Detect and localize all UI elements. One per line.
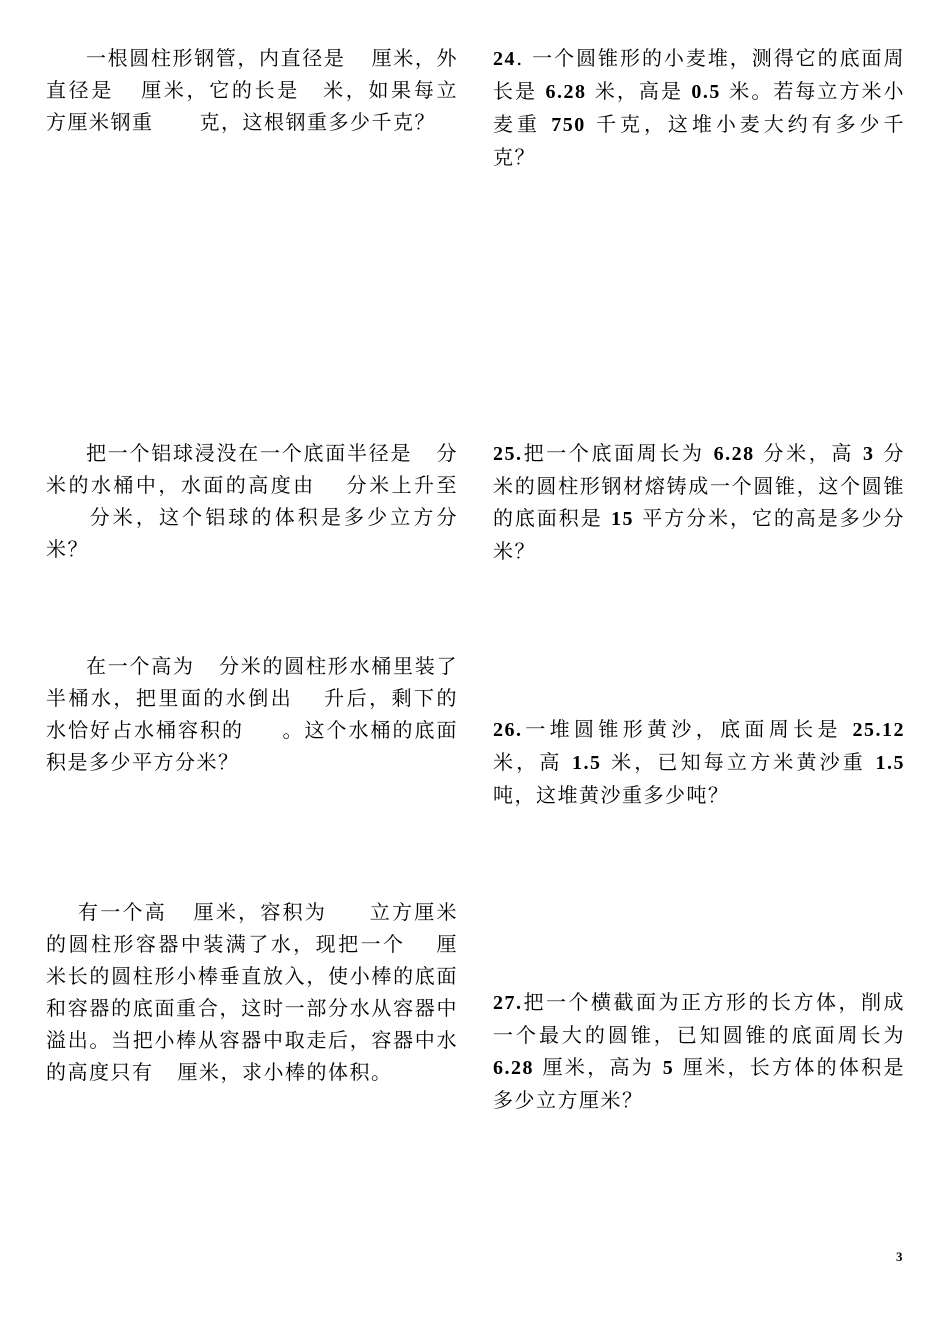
problem-text-part: 把一个横截面为正方形的长方体，削成一个最大的圆锥，已知圆锥的底面周长为	[493, 990, 905, 1047]
problem-aluminum-ball	[46, 437, 458, 565]
problem-value: 6.28	[713, 443, 755, 465]
problem-text-part: 分米，高	[754, 441, 864, 465]
problem-text: 有一个高	[78, 900, 167, 924]
problem-value: 5	[662, 1057, 675, 1079]
problem-text: 分米，这个铝球的体积是多少立方分米？	[46, 505, 458, 561]
problem-value: 1.5	[875, 752, 905, 774]
problem-text	[493, 990, 905, 1112]
problem-value: 25.12	[852, 719, 905, 741]
problem-text-part: 米，高是	[586, 79, 692, 103]
problem-text: 厘米长的圆柱形小棒垂直放入，使小棒的底面和容器的底面重合，这时一部分水从容器中溢出。当把小棒从容器中取走后，容器中水的高度只有	[46, 932, 459, 1084]
problem-water-bucket	[46, 650, 458, 778]
problem-text: 分米的圆柱形水桶里装了半桶水，把里面的水倒出	[46, 654, 458, 710]
problem-text: 立方厘米的圆柱形容器中装满了水，现把一个	[46, 900, 459, 956]
problem-text: 厘米，求小棒的体积。	[177, 1060, 393, 1084]
problem-value: 0.5	[691, 81, 721, 103]
problem-26-sand-pile	[493, 713, 905, 811]
page-number: 3	[896, 1249, 903, 1264]
problem-text: 把一个铝球浸没在一个底面半径是	[86, 441, 413, 465]
problem-value: 6.28	[545, 81, 587, 103]
problem-text	[493, 441, 905, 563]
problem-value: 3	[863, 443, 875, 465]
problem-text-part: . 一个圆锥形的小麦堆，测得它的底面周长是	[493, 46, 905, 103]
problem-text: 在一个高为	[86, 654, 195, 678]
problem-text: 厘米，外直径是	[46, 46, 458, 102]
problem-text-part: 把一个底面周长为	[522, 441, 714, 465]
problem-number: 24	[493, 48, 516, 70]
problem-text-part: 米。若每立方米小麦重	[493, 79, 906, 136]
problem-text	[493, 717, 905, 807]
problem-text-part: 一堆圆锥形黄沙，底面周长是	[522, 717, 853, 741]
problem-text-part: 平方分米，它的高是多少分米？	[493, 506, 905, 563]
problem-text: 厘米，容积为	[192, 900, 328, 924]
problem-text: 克，这根钢重多少千克？	[199, 110, 436, 134]
problem-text: 分米上升至	[345, 473, 459, 497]
problem-steel-pipe	[46, 42, 458, 138]
problem-text-part: 厘米，长方体的体积是多少立方厘米？	[493, 1055, 906, 1112]
problem-text: 分米的水桶中，水面的高度由	[46, 441, 458, 497]
problem-number: 27.	[493, 992, 523, 1014]
problem-cylinder-container	[46, 896, 458, 1088]
problem-value: 750	[551, 114, 586, 136]
problem-text-part: 米，高	[493, 750, 573, 774]
problem-text: 升后，剩下的水恰好占水桶容积的	[46, 686, 459, 742]
problem-text: 一根圆柱形钢管，内直径是	[86, 46, 346, 70]
problem-text-part: 厘米，高为	[534, 1055, 663, 1079]
problem-text-part: 千克，这堆小麦大约有多少千克？	[493, 112, 906, 169]
problem-number: 25.	[493, 443, 523, 465]
problem-value: 15	[610, 508, 634, 530]
problem-number: 26.	[493, 719, 523, 741]
problem-text: 厘米，它的长是	[140, 78, 300, 102]
problem-text-part: 分米的圆柱形钢材熔铸成一个圆锥，这个圆锥的底面积是	[493, 441, 906, 530]
problem-text	[493, 46, 905, 169]
problem-text: 。这个水桶的底面积是多少平方分米？	[46, 718, 458, 774]
problem-24-wheat-pile	[493, 42, 905, 173]
problem-27-cuboid-cone	[493, 986, 905, 1116]
problem-text-part: 米，已知每立方米黄沙重	[601, 750, 876, 774]
problem-25-steel-cone	[493, 437, 905, 567]
problem-text-part: 吨，这堆黄沙重多少吨？	[493, 783, 730, 807]
problem-value: 1.5	[572, 752, 602, 774]
problem-value: 6.28	[493, 1057, 534, 1079]
problem-text: 米，如果每立方厘米钢重	[46, 78, 459, 134]
